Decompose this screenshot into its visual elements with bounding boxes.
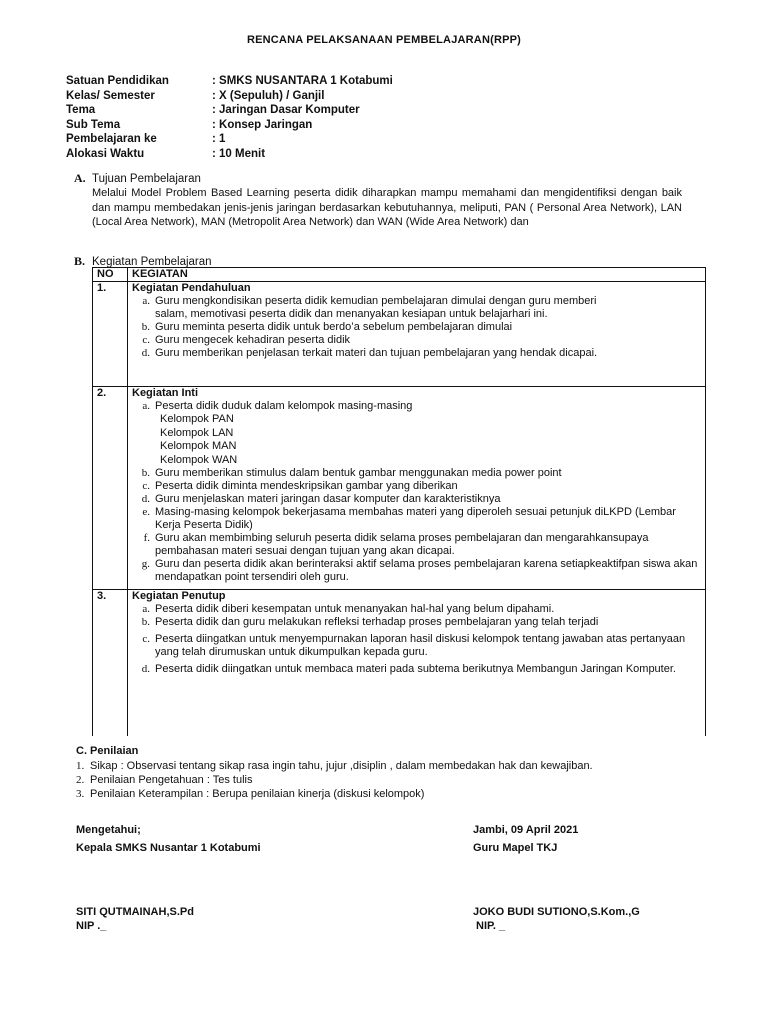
activity-title: Kegiatan Inti [132, 387, 199, 399]
row-content [128, 387, 706, 590]
list-item [132, 334, 701, 347]
table-row [93, 282, 706, 387]
item-text: Guru menjelaskan materi jaringan dasar komputer dan karakteristiknya [155, 493, 501, 505]
identity-row-subtema [66, 118, 393, 133]
sig-right-name: JOKO BUDI SUTIONO,S.Kom.,G [473, 906, 640, 918]
identity-value: : 1 [212, 133, 226, 145]
item-text: Guru mengkondisikan peserta didik kemudian pembelajaran dimulai dengan guru memberi salam, memotivasi peserta didik dan menanyakan kesiapan untuk belajarhari ini. [155, 295, 597, 320]
item-text: Guru memberikan penjelasan terkait materi dan tujuan pembelajaran yang hendak dicapai. [155, 347, 598, 359]
header-kegiatan: KEGIATAN [128, 268, 706, 282]
item-marker: d. [141, 493, 150, 505]
table-row [93, 387, 706, 590]
list-item [132, 295, 701, 321]
list-item [132, 532, 701, 558]
row-number: 2. [93, 387, 128, 590]
item-marker: b. [141, 616, 150, 628]
item-text: Masing-masing kelompok bekerjasama membahas materi yang diperoleh sesuai petunjuk diLKPD (Lembar Kerja Peserta Didik) [155, 506, 676, 531]
item-text: Peserta didik diminta mendeskripsikan gambar yang diberikan [155, 480, 458, 492]
identity-value: : SMKS NUSANTARA 1 Kotabumi [212, 75, 393, 87]
identity-label: Sub Tema [66, 118, 121, 131]
item-marker: d. [141, 347, 150, 359]
list-item [132, 603, 701, 616]
item-marker: a. [142, 603, 150, 615]
activity-title: Kegiatan Pendahuluan [132, 282, 251, 294]
sig-left-position: Kepala SMKS Nusantar 1 Kotabumi [76, 842, 261, 854]
item-text: Peserta diingatkan untuk menyempurnakan laporan hasil diskusi kelompok tentang jawaban atas pertanyaan yang telah dirumuskan untuk dikumpulkan kepada guru. [155, 633, 686, 658]
identity-label: Kelas/ Semester [66, 89, 155, 102]
list-item [132, 321, 701, 334]
item-text: Peserta didik dan guru melakukan refleksi terhadap proses pembelajaran yang telah terjadi [155, 616, 599, 628]
item-text: Guru mengecek kehadiran peserta didik [155, 334, 351, 346]
item-text: Peserta didik diberi kesempatan untuk menanyakan hal-hal yang belum dipahami. [155, 603, 555, 615]
list-item [76, 759, 636, 773]
sig-left-name: SITI QUTMAINAH,S.Pd [76, 906, 194, 918]
item-marker: c. [142, 334, 150, 346]
identity-row-kelas [66, 89, 393, 104]
group-item: Kelompok LAN [160, 426, 234, 439]
section-a-heading [74, 171, 201, 186]
identity-row-pembelajaran [66, 132, 393, 147]
item-number: 3. [76, 788, 85, 800]
identity-block [66, 74, 393, 161]
identity-label: Satuan Pendidikan [66, 75, 169, 87]
row-content [128, 282, 706, 387]
item-marker: e. [142, 506, 150, 518]
identity-value: : Konsep Jaringan [212, 118, 313, 131]
list-item [132, 633, 701, 659]
item-text: Penilaian Keterampilan : Berupa penilaian kinerja (diskusi kelompok) [90, 788, 425, 800]
activity-table [92, 267, 706, 736]
row-number: 3. [93, 590, 128, 737]
list-item [132, 467, 701, 480]
sig-right-nip: NIP. _ [476, 920, 506, 932]
list-item [132, 558, 701, 584]
list-item [76, 787, 636, 801]
list-item [132, 663, 701, 676]
item-text: Peserta didik diingatkan untuk membaca materi pada subtema berikutnya Membangun Jaringan Komputer. [155, 663, 676, 675]
list-item [76, 773, 636, 787]
item-text: Guru akan membimbing seluruh peserta didik selama proses pembelajaran dan mengarahkansupaya pembahasan materi sesuai dengan tujuan yang akan dicapai. [155, 532, 649, 557]
list-item [132, 480, 701, 493]
group-item: Kelompok PAN [160, 413, 234, 425]
identity-row-alokasi [66, 147, 393, 162]
group-list [132, 413, 701, 467]
item-text: Guru meminta peserta didik untuk berdo’a sebelum pembelajaran dimulai [155, 321, 513, 333]
item-marker: a. [142, 295, 150, 307]
item-marker: c. [142, 633, 150, 645]
group-item: Kelompok MAN [160, 440, 237, 452]
item-text: Sikap : Observasi tentang sikap rasa ingin tahu, jujur ,disiplin , dalam membedakan hak dan kewajiban. [90, 760, 593, 772]
item-marker: b. [141, 467, 150, 479]
document-title: RENCANA PELAKSANAAN PEMBELAJARAN(RPP) [246, 34, 522, 46]
learning-objective-text: Melalui Model Problem Based Learning peserta didik diharapkan mampu memahami dan mengidentifiksi dengan baik dan mampu membedakan jenis-jenis jaringan berdasarkan kebutuhannya, meliputi, PAN ( Personal Area Network), LAN (Local Area Network), MAN (Metropolit Area Network) dan WAN (Wide Area Network) dan [92, 187, 682, 228]
header-no: NO [93, 268, 128, 282]
table-row [93, 590, 706, 737]
list-item [132, 347, 701, 360]
item-text: Peserta didik duduk dalam kelompok masing-masing [155, 400, 413, 412]
identity-value: : Jaringan Dasar Komputer [212, 104, 360, 116]
item-text: Guru memberikan stimulus dalam bentuk gambar menggunakan media power point [155, 467, 562, 479]
identity-row-satuan [66, 74, 393, 89]
list-item [132, 506, 701, 532]
sig-right-position: Guru Mapel TKJ [473, 842, 558, 854]
activity-title: Kegiatan Penutup [132, 590, 226, 602]
identity-label: Tema [66, 104, 96, 116]
list-item [132, 400, 701, 413]
identity-row-tema [66, 103, 393, 118]
list-item [132, 493, 701, 506]
section-title: Tujuan Pembelajaran [92, 173, 201, 185]
item-marker: g. [141, 558, 150, 570]
section-title: Kegiatan Pembelajaran [92, 256, 212, 268]
identity-label: Alokasi Waktu [66, 147, 145, 160]
group-item: Kelompok WAN [160, 453, 238, 466]
item-marker: d. [141, 663, 150, 675]
assessment-heading: C. Penilaian [76, 745, 139, 757]
sig-left-nip: NIP ._ [76, 920, 107, 932]
table-header-row [93, 268, 706, 282]
item-marker: a. [142, 400, 150, 412]
section-letter: A. [74, 171, 86, 185]
item-marker: b. [141, 321, 150, 333]
identity-value: : X (Sepuluh) / Ganjil [212, 89, 325, 102]
sig-left-known: Mengetahui; [76, 824, 141, 836]
identity-value: : 10 Menit [212, 147, 266, 160]
item-marker: f. [143, 532, 150, 544]
item-number: 2. [76, 774, 85, 786]
row-number: 1. [93, 282, 128, 387]
assessment-list [76, 759, 636, 801]
item-text: Guru dan peserta didik akan berinteraksi aktif selama proses pembelajaran karena setiapkeaktifpan siswa akan mendapatkan point tersendiri oleh guru. [155, 558, 698, 583]
item-number: 1. [76, 760, 85, 772]
row-content [128, 590, 706, 737]
list-item [132, 616, 701, 629]
item-text: Penilaian Pengetahuan : Tes tulis [90, 774, 253, 786]
identity-label: Pembelajaran ke [66, 133, 157, 145]
item-marker: c. [142, 480, 150, 492]
section-letter: B. [74, 254, 86, 268]
sig-right-date: Jambi, 09 April 2021 [473, 824, 579, 836]
